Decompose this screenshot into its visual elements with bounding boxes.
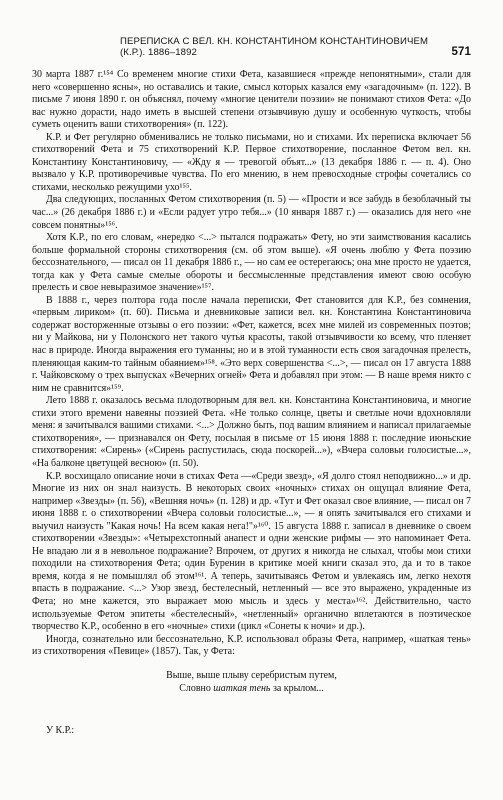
paragraph: Хотя К.Р., по его словам, «нередко <...> пытался подражать» Фету, но эти заимствования касались больше формальной стороны стихотворения (см. об этом выше). «Я очень люблю у Фета поэзию бессознательного, — писал он 11 декабря 1886 г., — но сам ее остерегаюсь; она мне просто не удается, тогда как у Фета самые смелые обороты и бессмысленные представления имеют свою особую прелесть и свое невыразимое значение»¹⁵⁷.: [32, 232, 471, 294]
closing-line: У К.Р.:: [46, 724, 75, 736]
article-body: [32, 69, 471, 659]
verse-text: Словно: [179, 682, 214, 694]
paragraph: К.Р. и Фет регулярно обменивались не только письмами, но и стихами. Их переписка включает 56 стихотворений Фета и 75 стихотворений К.Р. Первое стихотворение, посланное Фетом вел. кн. Константину Константиновичу, — «Жду я — тревогой объят...» (13 декабря 1886 г. — п. 4). Оно вызвало у К.Р. противоречивые чувства. По его мнению, в нем превосходные строфы сочетались со стихами, несколько режущими ухо¹⁵⁵.: [32, 131, 471, 193]
verse-line: [32, 682, 471, 695]
verse-line: Выше, выше плыву серебристым путем,: [166, 669, 337, 681]
page-number: 571: [451, 46, 471, 58]
paragraph: 30 марта 1887 г.¹⁵⁴ Со временем многие стихи Фета, казавшиеся «прежде непонятными», стали для него «совершенно ясны», но оставались и такие, смысл которых казался ему «загадочным» (п. 122). В письме 7 июня 1890 г. он объяснял, почему «многие ценители поэзии» не понимают стихов Фета: «До вас нужно дорасти, надо иметь в высшей степени отзывчивую душу и особенную чуткость, чтобы суметь оценить ваши стихотворения» (п. 122).: [32, 69, 471, 131]
running-header-title: ПЕРЕПИСКА С ВЕЛ. КН. КОНСТАНТИНОМ КОНСТАНТИНОВИЧЕМ (К.Р.). 1886–1892: [120, 36, 429, 58]
paragraph: К.Р. восхищало описание ночи в стихах Фета —«Среди звезд», «Я долго стоял неподвижно...» и др. Многие из них он знал наизусть. В некоторых своих «ночных» стихах он ощущал влияние Фета, например «Звезды» (п. 56), «Вешняя ночь» (п. 128) и др. «Тут и Фет оказал свое влияние, — писал он 7 июня 1888 г. о стихотворении «Вчера соловьи голосистые...», — я опять зачитывался его стихами и выучил наизусть "Какая ночь! На всем какая нега!"»¹⁶⁰. 15 августа 1888 г. записал в дневнике о своем стихотворении «Звезды»: «Четырехстопный анапест и одни женские рифмы — это напоминает Фета. Не впадаю ли я в невольное подражание? Впрочем, от других я никогда не слыхал, чтобы мои стихи походили на стихотворения Фета; один Буренин в критике моей книги сказал это, да и то в такое время, когда я не помышлял об этом¹⁶¹. А теперь, зачитываясь Фетом и увлекаясь им, легко нехотя впасть в подражание. <...> Узор звезд, бестелесный, нетленный — все это выражено, украденные из Фета; но мне кажется, это выражает мою мысль и здесь у места»¹⁶². Действительно, часто используемые Фетом эпитеты «бестелесный», «нетленный» органично вплетаются в поэтическое творчество К.Р., особенно в его «ночные» стихи (цикл «Сонеты к ночи» и др.).: [32, 470, 471, 633]
paragraph: Иногда, сознательно или бессознательно, К.Р. использовал образы Фета, например, «шаткая тень» из стихотворения «Певице» (1857). Так, у Фета:: [32, 633, 471, 658]
verse-text: за крылом...: [270, 682, 324, 694]
paragraph: Два следующих, посланных Фетом стихотворения (п. 5) — «Прости и все забудь в безоблачный ты час...» (26 декабря 1886 г.) и «Если радует утро тебя...» (10 января 1887 г.) — оказались для него «не совсем понятны»¹⁵⁶.: [32, 194, 471, 231]
verse-italic-text: шаткая тень: [213, 682, 271, 694]
verse-quote: [32, 669, 471, 695]
paragraph: В 1888 г., через полтора года после начала переписки, Фет становится для К.Р., без сомнения, «первым лириком» (п. 60). Письма и дневниковые записи вел. кн. Константина Константиновича содержат восторженные отзывы о его поэзии: «Фет, кажется, всех мне милей из современных поэтов; ни у Майкова, ни у Полонского нет такого чутья красоты, такой отзывчивости ко всему, что пленяет нас в природе. Иногда выражения его туманны; но и в этой туманности есть своя загадочная прелесть, пленяющая каким-то тайным обаянием»¹⁵⁸. «Это верх совершенства <...>, — писал он 17 августа 1888 г. Чайковскому о трех выпусках «Вечерних огней» Фета и добавлял при этом: — В наше время никто с ним не сравнится»¹⁵⁹.: [32, 294, 471, 394]
running-header: [32, 36, 471, 58]
paragraph: Лето 1888 г. оказалось весьма плодотворным для вел. кн. Константина Константиновича, и многие стихи этого времени навеяны поэзией Фета. «Не только солнце, цветы и светлые ночи вдохновляли меня: я зачитывался вашими стихами. <...> Должно быть, под вашим влиянием и написал прилагаемые стихотворения», — признавался он Фету, посылая в письме от 15 июня 1888 г. последние июньские стихотворения: «Сирень» («Сирень распустилась, сюда поскорей...»), «Вчера соловьи голосистые...», «На балконе цветущей весною» (п. 50).: [32, 395, 471, 469]
